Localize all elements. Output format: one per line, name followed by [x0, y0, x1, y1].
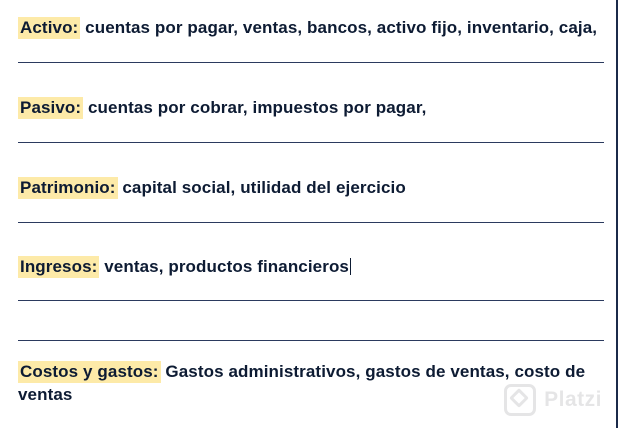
entry-value-patrimonio: capital social, utilidad del ejercicio	[122, 178, 406, 197]
entry-ingresos[interactable]	[18, 255, 602, 278]
entry-pasivo[interactable]	[18, 96, 602, 119]
rule-1	[18, 62, 604, 63]
rule-2	[18, 142, 604, 143]
platzi-logo-icon	[504, 384, 536, 416]
rule-5	[18, 340, 604, 341]
rule-3	[18, 222, 604, 223]
entry-label-activo: Activo:	[20, 18, 79, 37]
text-cursor	[350, 258, 351, 275]
rule-4	[18, 300, 604, 301]
entry-patrimonio[interactable]	[18, 176, 602, 199]
entry-value-activo: cuentas por pagar, ventas, bancos, activo fijo, inventario, caja,	[85, 18, 598, 37]
platzi-wordmark: Platzi	[544, 388, 602, 411]
entry-value-pasivo: cuentas por cobrar, impuestos por pagar,	[88, 98, 427, 117]
entry-label-patrimonio: Patrimonio:	[20, 178, 116, 197]
entry-value-ingresos: ventas, productos financieros	[104, 257, 349, 276]
entry-label-pasivo: Pasivo:	[20, 98, 82, 117]
entry-activo[interactable]	[18, 16, 602, 39]
entry-label-costos-y-gastos: Costos y gastos:	[20, 362, 159, 381]
entry-label-ingresos: Ingresos:	[20, 257, 98, 276]
platzi-watermark	[504, 384, 602, 416]
entry-value-costos-y-gastos: Gastos administrativos, gastos de ventas, costo de ventas	[18, 362, 586, 404]
